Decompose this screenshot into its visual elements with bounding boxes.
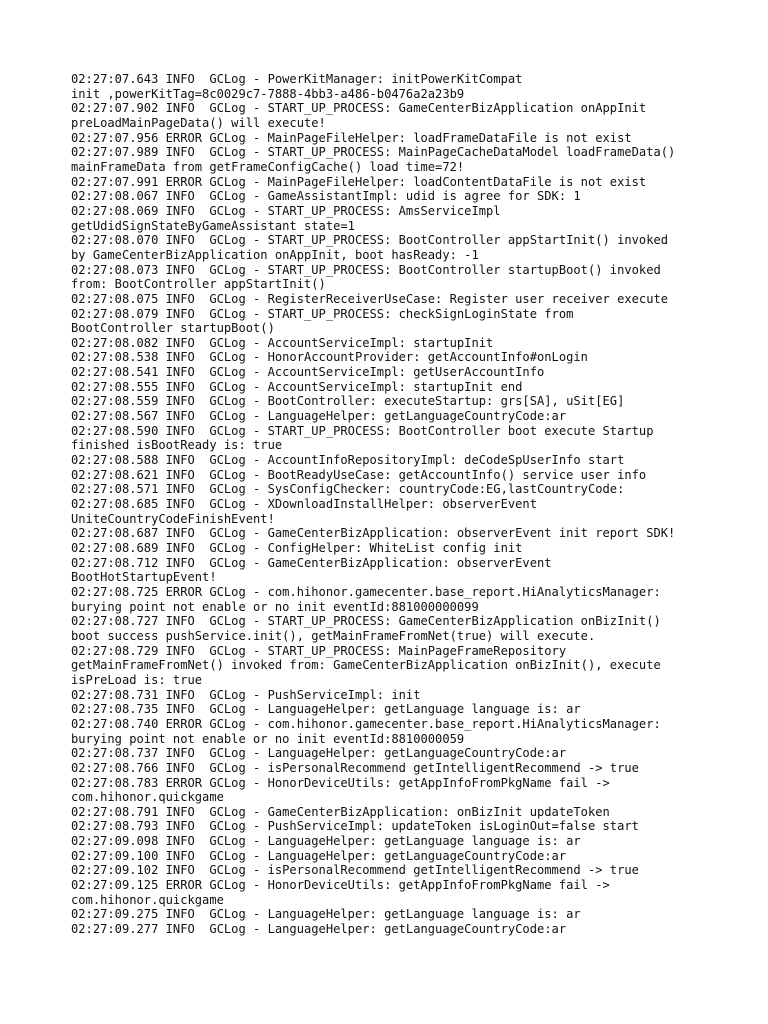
- log-line: 02:27:08.621 INFO GCLog - BootReadyUseCase: getAccountInfo() service user info: [71, 467, 647, 482]
- log-line: 02:27:08.725 ERROR GCLog - com.hihonor.gamecenter.base_report.HiAnalyticsManager:: [71, 584, 661, 599]
- log-line: 02:27:08.590 INFO GCLog - START_UP_PROCESS: BootController boot execute Startup: [71, 423, 654, 438]
- log-line: 02:27:09.125 ERROR GCLog - HonorDeviceUtils: getAppInfoFromPkgName fail ->: [71, 878, 610, 893]
- log-line: getUdidSignStateByGameAssistant state=1: [71, 218, 355, 233]
- log-line: 02:27:08.735 INFO GCLog - LanguageHelper: getLanguage language is: ar: [71, 702, 581, 717]
- log-line: 02:27:08.571 INFO GCLog - SysConfigChecker: countryCode:EG,lastCountryCode:: [71, 482, 625, 497]
- log-line: init ,powerKitTag=8c0029c7-7888-4bb3-a486-b0476a2a23b9: [71, 86, 465, 101]
- log-line: 02:27:08.783 ERROR GCLog - HonorDeviceUtils: getAppInfoFromPkgName fail ->: [71, 775, 610, 790]
- log-line: 02:27:08.791 INFO GCLog - GameCenterBizApplication: onBizInit updateToken: [71, 804, 610, 819]
- log-line: 02:27:08.070 INFO GCLog - START_UP_PROCESS: BootController appStartInit() invoked: [71, 233, 669, 248]
- log-line: UniteCountryCodeFinishEvent!: [71, 511, 275, 526]
- log-line: 02:27:09.275 INFO GCLog - LanguageHelper: getLanguage language is: ar: [71, 907, 581, 922]
- log-line: 02:27:08.082 INFO GCLog - AccountServiceImpl: startupInit: [71, 335, 494, 350]
- log-line: finished isBootReady is: true: [71, 438, 283, 453]
- log-line: 02:27:08.729 INFO GCLog - START_UP_PROCESS: MainPageFrameRepository: [71, 643, 567, 658]
- log-line: burying point not enable or no init eventId:881000000099: [71, 599, 479, 614]
- log-line: 02:27:08.737 INFO GCLog - LanguageHelper: getLanguageCountryCode:ar: [71, 746, 567, 761]
- log-line: 02:27:08.541 INFO GCLog - AccountServiceImpl: getUserAccountInfo: [71, 365, 545, 380]
- log-line: preLoadMainPageData() will execute!: [71, 115, 326, 130]
- log-line: 02:27:08.685 INFO GCLog - XDownloadInstallHelper: observerEvent: [71, 497, 537, 512]
- log-line: getMainFrameFromNet() invoked from: GameCenterBizApplication onBizInit(), execute: [71, 658, 661, 673]
- log-line: 02:27:08.740 ERROR GCLog - com.hihonor.gamecenter.base_report.HiAnalyticsManager:: [71, 716, 661, 731]
- log-line: 02:27:09.102 INFO GCLog - isPersonalRecommend getIntelligentRecommend -> true: [71, 863, 639, 878]
- log-line: 02:27:08.567 INFO GCLog - LanguageHelper: getLanguageCountryCode:ar: [71, 409, 567, 424]
- log-line: 02:27:09.100 INFO GCLog - LanguageHelper: getLanguageCountryCode:ar: [71, 848, 567, 863]
- log-line: 02:27:07.643 INFO GCLog - PowerKitManager: initPowerKitCompat: [71, 72, 523, 86]
- log-line: 02:27:08.067 INFO GCLog - GameAssistantImpl: udid is agree for SDK: 1: [71, 189, 581, 204]
- log-line: com.hihonor.quickgame: [71, 790, 224, 805]
- log-line: 02:27:08.073 INFO GCLog - START_UP_PROCESS: BootController startupBoot() invoked: [71, 262, 661, 277]
- log-line: 02:27:08.069 INFO GCLog - START_UP_PROCESS: AmsServiceImpl: [71, 203, 501, 218]
- log-line: 02:27:08.727 INFO GCLog - START_UP_PROCESS: GameCenterBizApplication onBizInit(): [71, 614, 661, 629]
- log-line: 02:27:08.555 INFO GCLog - AccountServiceImpl: startupInit end: [71, 379, 523, 394]
- log-line: 02:27:08.079 INFO GCLog - START_UP_PROCESS: checkSignLoginState from: [71, 306, 574, 321]
- log-line: 02:27:09.277 INFO GCLog - LanguageHelper: getLanguageCountryCode:ar: [71, 922, 567, 937]
- log-line: 02:27:07.991 ERROR GCLog - MainPageFileHelper: loadContentDataFile is not exist: [71, 174, 647, 189]
- log-line: mainFrameData from getFrameConfigCache() load time=72!: [71, 159, 465, 174]
- log-line: com.hihonor.quickgame: [71, 892, 224, 907]
- log-line: from: BootController appStartInit(): [71, 277, 326, 292]
- log-line: 02:27:09.098 INFO GCLog - LanguageHelper: getLanguage language is: ar: [71, 834, 581, 849]
- log-line: 02:27:08.687 INFO GCLog - GameCenterBizApplication: observerEvent init report SDK!: [71, 526, 676, 541]
- log-line: 02:27:08.559 INFO GCLog - BootController: executeStartup: grs[SA], uSit[EG]: [71, 394, 625, 409]
- log-line: 02:27:08.588 INFO GCLog - AccountInfoRepositoryImpl: deCodeSpUserInfo start: [71, 453, 625, 468]
- log-line: by GameCenterBizApplication onAppInit, boot hasReady: -1: [71, 247, 479, 262]
- log-line: 02:27:08.689 INFO GCLog - ConfigHelper: WhiteList config init: [71, 541, 523, 555]
- log-line: 02:27:07.989 INFO GCLog - START_UP_PROCESS: MainPageCacheDataModel loadFrameData(): [71, 145, 676, 160]
- log-document: [71, 72, 761, 937]
- log-line: 02:27:08.712 INFO GCLog - GameCenterBizApplication: observerEvent: [71, 555, 552, 570]
- log-line: burying point not enable or no init eventId:8810000059: [71, 731, 465, 746]
- log-line: 02:27:08.538 INFO GCLog - HonorAccountProvider: getAccountInfo#onLogin: [71, 350, 588, 365]
- log-line: 02:27:08.075 INFO GCLog - RegisterReceiverUseCase: Register user receiver execute: [71, 291, 669, 306]
- log-line: BootController startupBoot(): [71, 321, 275, 336]
- log-line: 02:27:08.766 INFO GCLog - isPersonalRecommend getIntelligentRecommend -> true: [71, 760, 639, 775]
- log-line: 02:27:07.902 INFO GCLog - START_UP_PROCESS: GameCenterBizApplication onAppInit: [71, 101, 647, 116]
- log-line: 02:27:08.731 INFO GCLog - PushServiceImpl: init: [71, 687, 421, 702]
- log-line: 02:27:07.956 ERROR GCLog - MainPageFileHelper: loadFrameDataFile is not exist: [71, 130, 632, 145]
- log-line: 02:27:08.793 INFO GCLog - PushServiceImpl: updateToken isLoginOut=false start: [71, 819, 639, 834]
- log-line: isPreLoad is: true: [71, 672, 203, 687]
- log-line: BootHotStartupEvent!: [71, 570, 217, 585]
- log-line: boot success pushService.init(), getMainFrameFromNet(true) will execute.: [71, 628, 596, 643]
